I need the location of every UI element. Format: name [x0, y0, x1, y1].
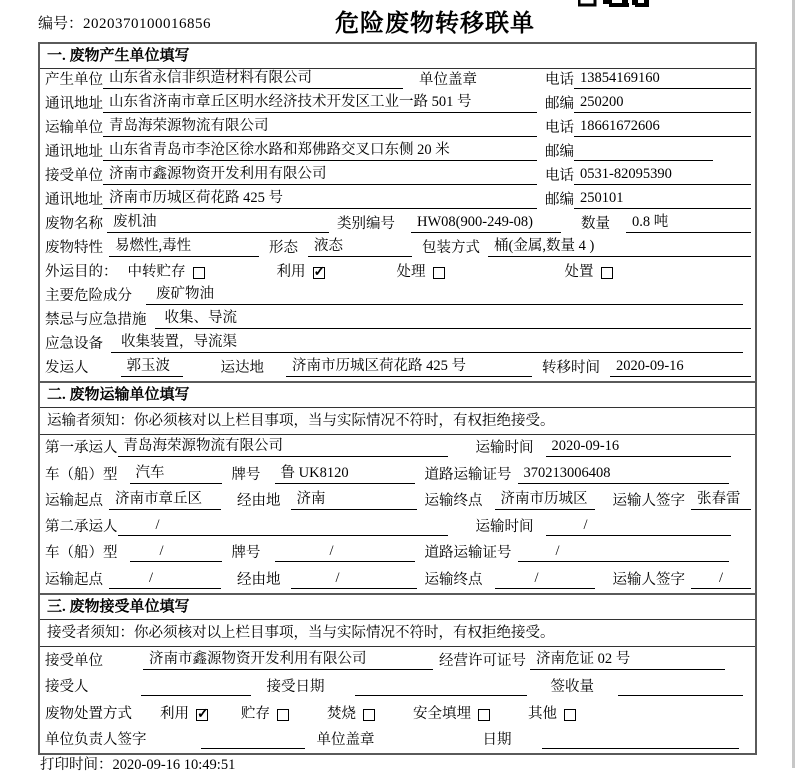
- purpose-option-treat: [397, 260, 445, 281]
- shipper-value: 郭玉波: [121, 354, 183, 377]
- transport-unit-label: 运输单位: [45, 120, 103, 136]
- disposal-utilize-checkbox[interactable]: ✓: [197, 706, 209, 722]
- disposal-option-label: 贮存: [241, 705, 270, 722]
- doc-number: [38, 12, 211, 33]
- row-waste-traits: [40, 237, 755, 261]
- receiver-notice: 接受者须知：你必须核对以上栏目事项，当与实际情况不符时，有权拒绝接受。: [40, 620, 755, 647]
- receive-address-label: 通讯地址: [45, 192, 103, 208]
- carrier2-label: 第二承运人: [45, 519, 118, 536]
- origin-label: 运输起点: [45, 571, 103, 588]
- row-carrier1: [40, 435, 755, 461]
- carrier2-terminal-value: /: [495, 570, 595, 589]
- carrier1-label: 第一承运人: [45, 440, 118, 457]
- transfer-time-label: 转移时间: [542, 360, 600, 376]
- origin-label: 运输起点: [45, 492, 103, 509]
- utilize-checkbox[interactable]: ✓: [313, 265, 326, 280]
- receiver-label: 接受人: [45, 679, 89, 695]
- carrier1-vehicle-value: 汽车: [130, 461, 222, 484]
- carrier2-via-value: /: [291, 570, 417, 589]
- emergency-equipment-label: 应急设备: [45, 336, 103, 352]
- via-label: 经由地: [237, 571, 281, 588]
- plate-no-label: 牌号: [231, 545, 261, 562]
- page-edge-divider: [792, 0, 795, 768]
- category-code-value: HW08(900-249-08): [411, 214, 561, 233]
- carrier2-permit-value: /: [518, 543, 730, 562]
- row-carrier2-vehicle: [40, 540, 755, 566]
- purpose-option-label: 利用: [276, 264, 306, 280]
- waste-traits-value: 易燃性,毒性: [109, 234, 259, 257]
- shipper-label: 发运人: [45, 360, 89, 376]
- row-receive-unit-s3: [40, 647, 755, 674]
- carrier-sign-label: 运输人签字: [612, 492, 685, 509]
- disposal-option-storage: [241, 702, 289, 723]
- producer-unit-value: 山东省永信非织造材料有限公司: [103, 66, 403, 89]
- qr-code-fragment-icon: [578, 0, 650, 7]
- terminal-label: 运输终点: [424, 492, 483, 509]
- form-value: 液态: [308, 234, 412, 257]
- row-carrier2: [40, 514, 755, 540]
- carrier2-time-value: /: [546, 517, 731, 536]
- destination-label: 运达地: [220, 360, 264, 376]
- disposal-option-utilize: [160, 702, 208, 723]
- quantity-label: 数量: [581, 216, 610, 232]
- producer-phone-group: [545, 68, 751, 89]
- disposal-incinerate-checkbox[interactable]: [363, 709, 375, 721]
- carrier1-name-value: 青岛海荣源物流有限公司: [118, 434, 448, 457]
- section-producer-header: 一. 废物产生单位填写: [40, 44, 755, 69]
- purpose-label: 外运目的：: [45, 264, 118, 280]
- purpose-option-transfer-storage: [128, 260, 205, 281]
- doc-number-label: 编号：: [38, 16, 84, 32]
- section-producer: [38, 42, 757, 383]
- transport-address-label: 通讯地址: [45, 144, 103, 160]
- section-transporter-header: 二. 废物运输单位填写: [40, 383, 755, 408]
- receive-unit-value: 济南市鑫源物资开发利用有限公司: [143, 647, 433, 670]
- transport-phone-group: [545, 116, 751, 137]
- producer-postcode-value: 250200: [574, 94, 751, 113]
- transport-postcode-value: [574, 143, 713, 161]
- postcode-label: 邮编: [545, 144, 574, 160]
- received-qty-value[interactable]: [618, 678, 743, 696]
- postcode-label: 邮编: [545, 192, 574, 208]
- row-carrier2-route: [40, 566, 755, 592]
- taboo-label: 禁忌与应急措施: [45, 312, 147, 328]
- receive-phone-group: [545, 164, 751, 185]
- transport-address-value: 山东省青岛市李沧区徐水路和郑佛路交叉口东侧 20 米: [103, 138, 537, 161]
- destination-value: 济南市历城区荷花路 425 号: [286, 354, 532, 377]
- receive-date-label: 接受日期: [266, 679, 325, 695]
- disposal-landfill-checkbox[interactable]: [478, 709, 490, 721]
- transport-phone-value: 18661672606: [574, 118, 751, 137]
- waste-traits-label: 废物特性: [45, 240, 103, 256]
- taboo-value: 收集、导流: [155, 306, 752, 329]
- carrier2-origin-value: /: [109, 570, 221, 589]
- disposal-option-label: 安全填埋: [413, 705, 471, 722]
- via-label: 经由地: [237, 492, 281, 509]
- license-no-value: 济南危证 02 号: [530, 647, 725, 670]
- waste-name-value: 废机油: [107, 210, 329, 233]
- form-label: 形态: [269, 240, 298, 256]
- packing-label: 包装方式: [422, 240, 480, 256]
- road-permit-label: 道路运输证号: [424, 545, 512, 562]
- purpose-option-label: 处置: [564, 264, 594, 280]
- phone-label: 电话: [545, 168, 574, 184]
- row-carrier1-vehicle: [40, 461, 755, 487]
- purpose-option-label: 处理: [396, 264, 426, 280]
- purpose-option-dispose: [565, 260, 613, 281]
- carrier2-name-value: /: [118, 517, 448, 536]
- transfer-storage-checkbox[interactable]: [193, 267, 205, 279]
- disposal-option-incinerate: [327, 702, 375, 723]
- print-time-label: 打印时间：: [40, 757, 113, 773]
- transport-time-label: 运输时间: [475, 519, 534, 536]
- receive-unit-label: 接受单位: [45, 652, 103, 669]
- transfer-time-value: 2020-09-16: [610, 358, 751, 377]
- disposal-other-checkbox[interactable]: [564, 709, 576, 721]
- quantity-value: 0.8 吨: [626, 210, 751, 233]
- transport-postcode-group: [545, 140, 751, 161]
- carrier1-origin-value: 济南市章丘区: [109, 487, 221, 510]
- treat-checkbox[interactable]: [433, 267, 445, 279]
- vehicle-type-label: 车（船）型: [45, 466, 118, 483]
- row-shipper: [40, 357, 755, 381]
- producer-address-value: 山东省济南市章丘区明水经济技术开发区工业一路 501 号: [103, 90, 537, 113]
- disposal-option-landfill: [413, 702, 490, 723]
- producer-unit-label: 产生单位: [45, 72, 103, 88]
- carrier1-plate-value: 鲁 UK8120: [275, 461, 415, 484]
- row-disposal-method: [40, 700, 755, 727]
- terminal-label: 运输终点: [424, 571, 483, 588]
- receiver-value[interactable]: [141, 678, 251, 696]
- category-code-label: 类别编号: [337, 216, 395, 232]
- emergency-equipment-value: 收集装置，导流渠: [111, 330, 743, 353]
- purpose-option-utilize: [277, 260, 325, 281]
- disposal-storage-checkbox[interactable]: [277, 709, 289, 721]
- carrier1-time-value: 2020-09-16: [546, 438, 731, 457]
- row-receiver-person: [40, 674, 755, 701]
- producer-address-label: 通讯地址: [45, 96, 103, 112]
- carrier2-plate-value: /: [275, 543, 415, 562]
- producer-postcode-group: [545, 92, 751, 113]
- phone-label: 电话: [545, 72, 574, 88]
- carrier1-terminal-value: 济南市历城区: [495, 487, 595, 510]
- vehicle-type-label: 车（船）型: [45, 545, 118, 562]
- road-permit-label: 道路运输证号: [424, 466, 512, 483]
- phone-label: 电话: [545, 120, 574, 136]
- receive-postcode-group: [545, 188, 751, 209]
- transport-time-label: 运输时间: [475, 440, 534, 457]
- responsible-sign-label: 单位负责人签字: [45, 732, 147, 748]
- transport-unit-value: 青岛海荣源物流有限公司: [103, 114, 537, 137]
- transporter-notice: 运输者须知：你必须核对以上栏目事项，当与实际情况不符时，有权拒绝接受。: [40, 408, 755, 435]
- receive-phone-value: 0531-82095390: [574, 166, 751, 185]
- doc-number-value: 2020370100016856: [83, 16, 212, 32]
- date-label: 日期: [482, 732, 512, 748]
- main-hazard-value: 废矿物油: [146, 282, 743, 305]
- carrier-sign-label: 运输人签字: [612, 571, 685, 588]
- main-hazard-label: 主要危险成分: [45, 288, 132, 304]
- packing-value: 桶(金属,数量 4 ): [488, 234, 751, 257]
- carrier1-sign-value: 张春雷: [691, 487, 751, 510]
- disposal-method-label: 废物处置方式: [45, 705, 132, 722]
- section-receiver-header: 三. 废物接受单位填写: [40, 595, 755, 620]
- producer-phone-value: 13854169160: [574, 70, 751, 89]
- receive-date-value[interactable]: [355, 678, 527, 696]
- dispose-checkbox[interactable]: [601, 267, 613, 279]
- disposal-option-label: 焚烧: [327, 705, 356, 722]
- plate-no-label: 牌号: [231, 466, 261, 483]
- unit-seal-label: 单位盖章: [316, 732, 375, 748]
- print-time: [40, 753, 235, 774]
- receive-unit-value: 济南市鑫源物资开发利用有限公司: [103, 162, 537, 185]
- row-responsible-sign: [40, 727, 755, 754]
- carrier1-permit-value: 370213006408: [518, 465, 730, 484]
- responsible-sign-value[interactable]: [201, 731, 305, 749]
- receive-postcode-value: 250101: [574, 190, 751, 209]
- received-qty-label: 签收量: [550, 679, 594, 695]
- receive-address-value: 济南市历城区荷花路 425 号: [103, 186, 537, 209]
- print-time-value: 2020-09-16 10:49:51: [112, 757, 236, 773]
- disposal-option-label: 其他: [528, 705, 557, 722]
- carrier1-via-value: 济南: [291, 487, 417, 510]
- section-receiver: [38, 593, 757, 755]
- waste-name-label: 废物名称: [45, 216, 103, 232]
- unit-seal-label: 单位盖章: [419, 72, 477, 88]
- purpose-option-label: 中转贮存: [127, 264, 186, 280]
- carrier2-vehicle-value: /: [130, 543, 222, 562]
- date-value[interactable]: [542, 731, 740, 749]
- receive-unit-label: 接受单位: [45, 168, 103, 184]
- postcode-label: 邮编: [545, 96, 574, 112]
- row-carrier1-route: [40, 488, 755, 514]
- disposal-option-other: [528, 702, 576, 723]
- license-no-label: 经营许可证号: [439, 652, 526, 669]
- disposal-option-label: 利用: [160, 705, 189, 722]
- page-title: 危险废物转移联单: [335, 11, 535, 37]
- section-transporter: [38, 381, 757, 595]
- carrier2-sign-value: /: [691, 570, 751, 589]
